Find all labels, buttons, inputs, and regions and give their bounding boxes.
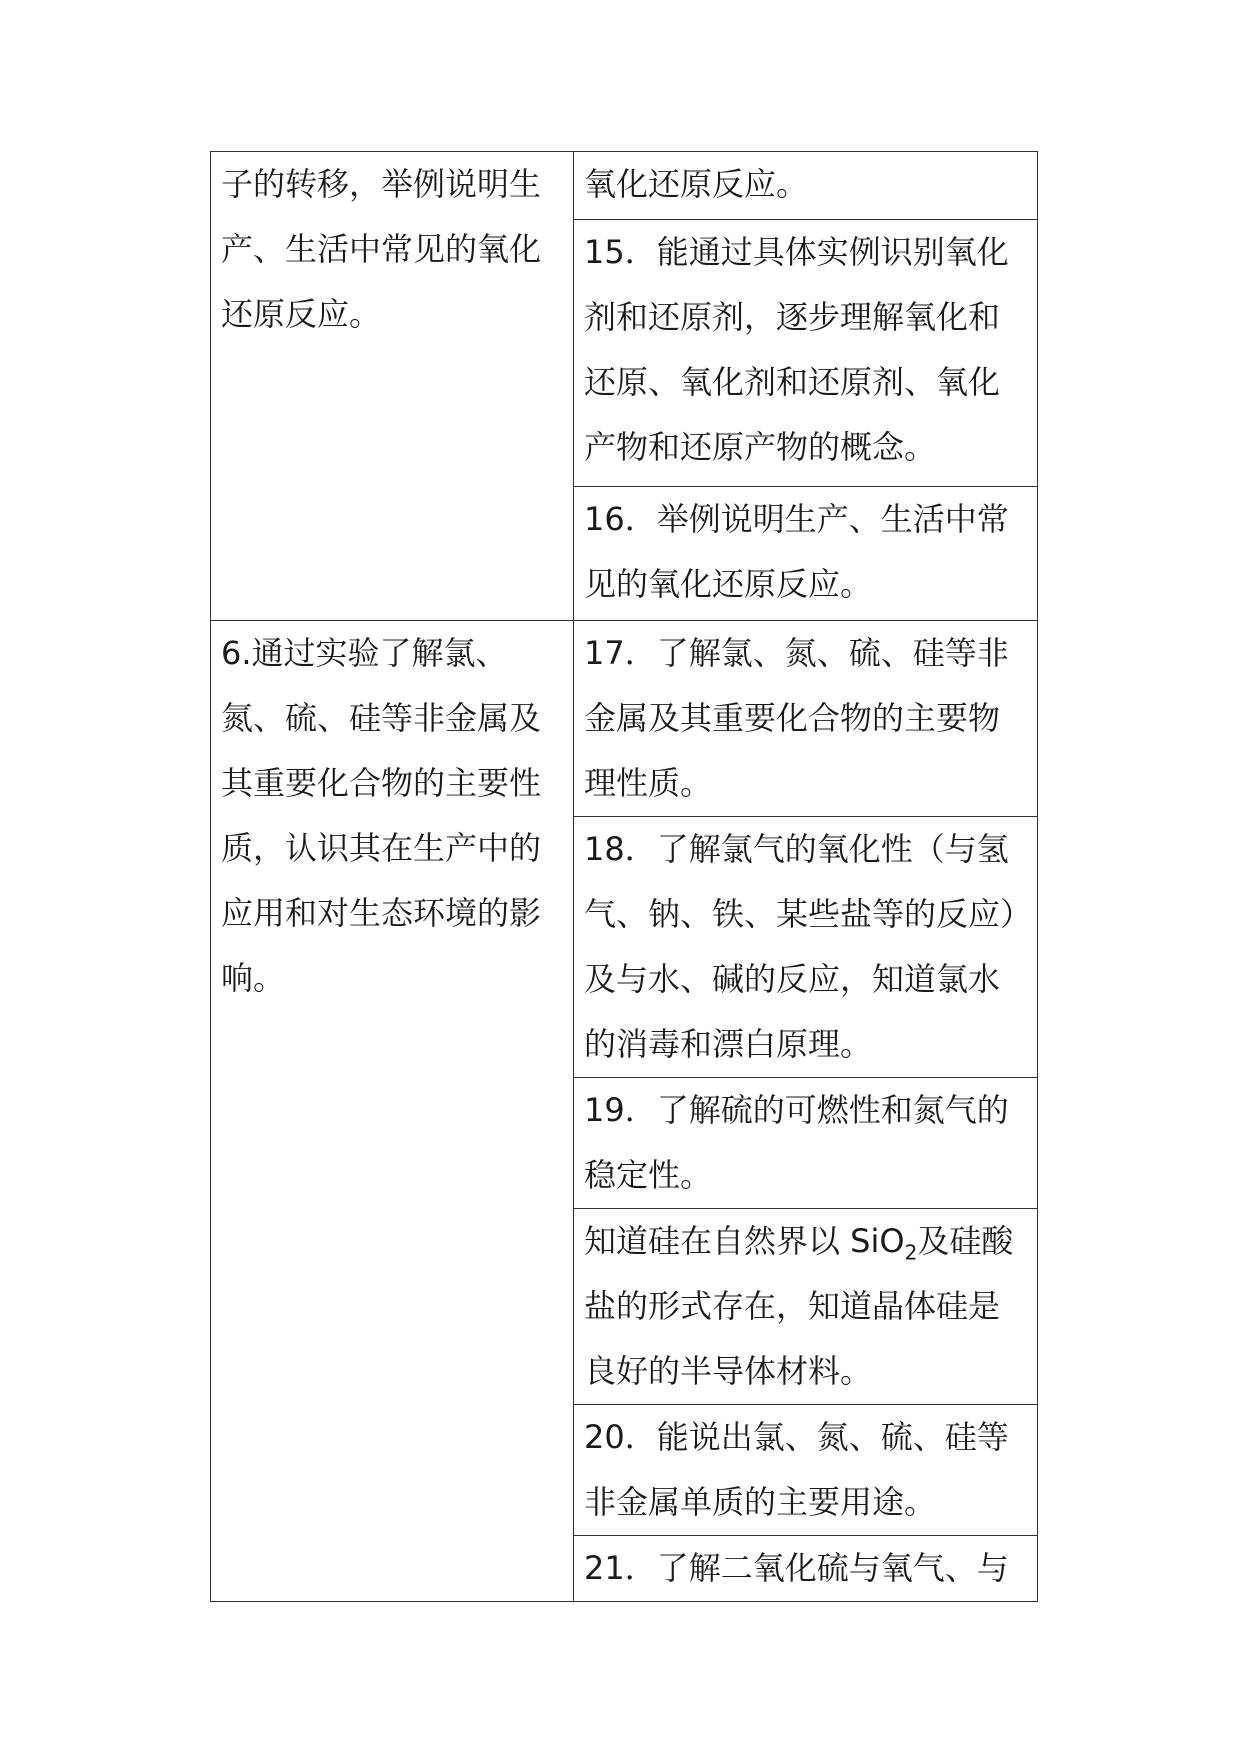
silicon-text-after: 及硅酸盐的形式存在，知道晶体硅是良好的半导体材料。 xyxy=(584,1222,1014,1390)
right-cell xyxy=(574,1536,1038,1602)
right-cell-text: 15．能通过具体实例识别氧化剂和还原剂，逐步理解氧化和还原、氧化剂和还原剂、氧化产物和还原产物的概念。 xyxy=(584,232,1009,466)
right-cell-text: 氧化还原反应。 xyxy=(584,165,809,203)
right-cell xyxy=(574,1209,1038,1405)
left-cell-text: 6.通过实验了解氯、氮、硫、硅等非金属及其重要化合物的主要性质，认识其在生产中的应用和对生态环境的影响。 xyxy=(221,634,542,997)
table-row xyxy=(211,621,1038,817)
right-cell-text: 21．了解二氧化硫与氧气、与 xyxy=(584,1549,1009,1587)
right-cell xyxy=(574,486,1038,620)
right-cell xyxy=(574,817,1038,1078)
right-cell-text: 16．举例说明生产、生活中常见的氧化还原反应。 xyxy=(584,499,1009,603)
right-cell-text: 17．了解氯、氮、硫、硅等非金属及其重要化合物的主要物理性质。 xyxy=(584,634,1009,802)
right-cell xyxy=(574,1405,1038,1536)
right-cell-text: 20．能说出氯、氮、硫、硅等非金属单质的主要用途。 xyxy=(584,1418,1009,1521)
table-row xyxy=(211,152,1038,220)
right-cell xyxy=(574,621,1038,817)
curriculum-standards-table xyxy=(210,151,1038,1602)
left-cell-text: 子的转移，举例说明生产、生活中常见的氧化还原反应。 xyxy=(221,165,542,333)
left-cell-oxidation-reduction xyxy=(211,152,574,621)
right-cell-text xyxy=(584,1209,1027,1404)
right-cell-text: 19．了解硫的可燃性和氮气的稳定性。 xyxy=(584,1091,1009,1194)
silicon-subscript: 2 xyxy=(904,1240,918,1265)
right-cell xyxy=(574,152,1038,220)
right-cell xyxy=(574,1078,1038,1209)
right-cell xyxy=(574,219,1038,486)
silicon-text-before: 知道硅在自然界以 SiO xyxy=(584,1222,905,1260)
left-cell-nonmetals xyxy=(211,621,574,1602)
right-cell-text: 18．了解氯气的氧化性（与氢气、钠、铁、某些盐等的反应）及与水、碱的反应，知道氯水的消毒和漂白原理。 xyxy=(584,830,1017,1063)
